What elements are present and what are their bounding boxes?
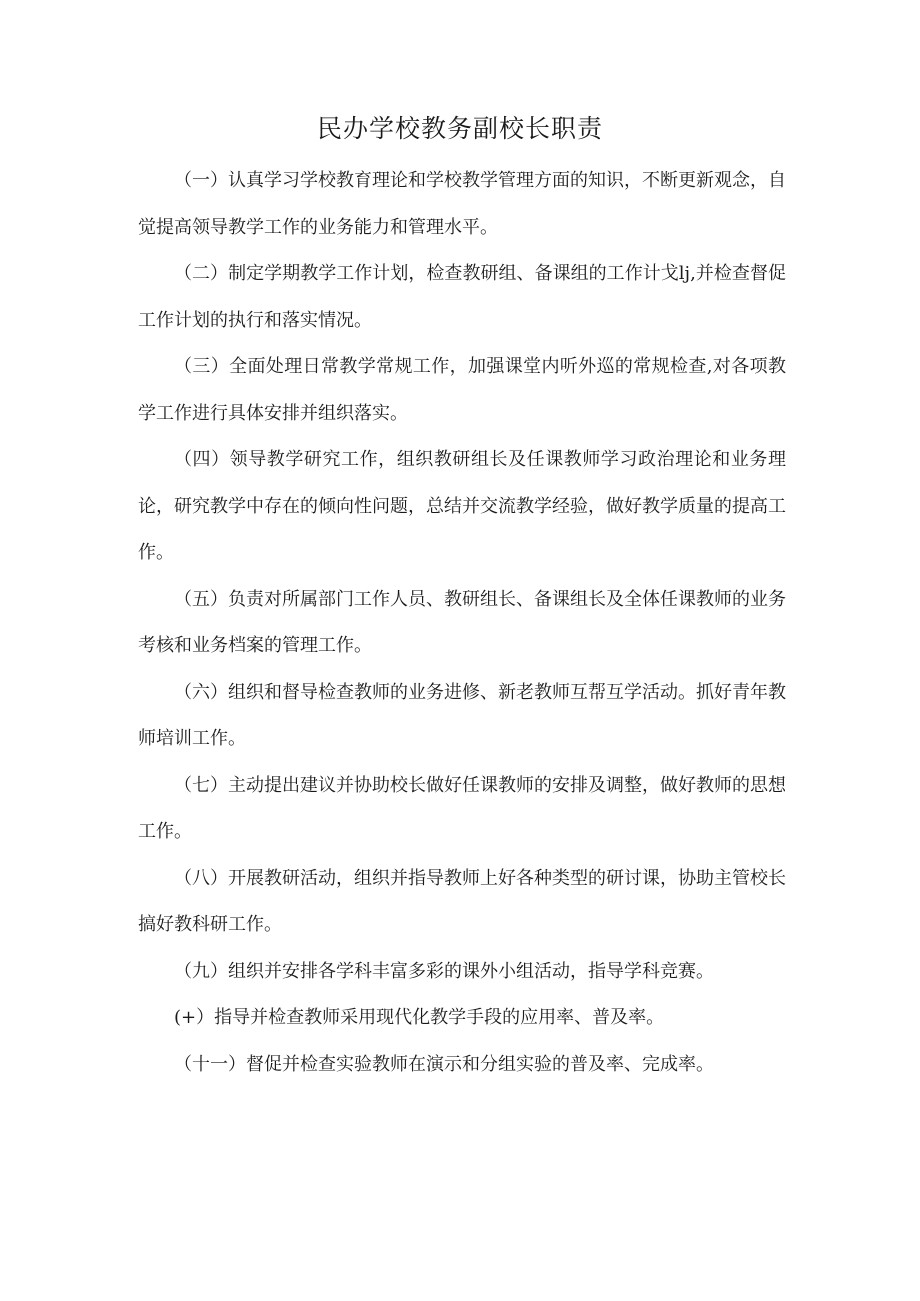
- paragraph-7: （七）主动提出建议并协助校长做好任课教师的安排及调整，做好教师的思想工作。: [138, 774, 786, 842]
- document-body: [138, 158, 786, 1088]
- paragraph-2: （二）制定学期教学工作计划，检查教研组、备课组的工作计戈lj,并检查督促工作计划的执行和落实情况。: [138, 263, 786, 331]
- paragraph-9: （九）组织并安排各学科丰富多彩的课外小组活动，指导学科竞赛。: [174, 960, 714, 982]
- paragraph-1: （一）认真学习学校教育理论和学校教学管理方面的知识，不断更新观念，自觉提高领导教学工作的业务能力和管理水平。: [138, 170, 786, 238]
- paragraph-10: (+）指导并检查教师采用现代化教学手段的应用率、普及率。: [174, 1007, 665, 1028]
- paragraph-6: （六）组织和督导检查教师的业务进修、新老教师互帮互学活动。抓好青年教师培训工作。: [138, 681, 786, 749]
- paragraph-4: （四）领导教学研究工作，组织教研组长及任课教师学习政治理论和业务理论，研究教学中存在的倾向性问题，总结并交流教学经验，做好教学质量的提高工作。: [138, 449, 786, 563]
- paragraph-3: （三）全面处理日常教学常规工作，加强课堂内听外巡的常规检查,对各项教学工作进行具体安排并组织落实。: [138, 356, 786, 424]
- paragraph-11: （十一）督促并检查实验教师在演示和分组实验的普及率、完成率。: [174, 1053, 714, 1075]
- document-title: 民办学校教务副校长职责: [316, 114, 603, 143]
- paragraph-8: （八）开展教研活动，组织并指导教师上好各种类型的研讨课，协助主管校长搞好教科研工作。: [138, 867, 786, 935]
- paragraph-5: （五）负责对所属部门工作人员、教研组长、备课组长及全体任课教师的业务考核和业务档案的管理工作。: [138, 588, 786, 656]
